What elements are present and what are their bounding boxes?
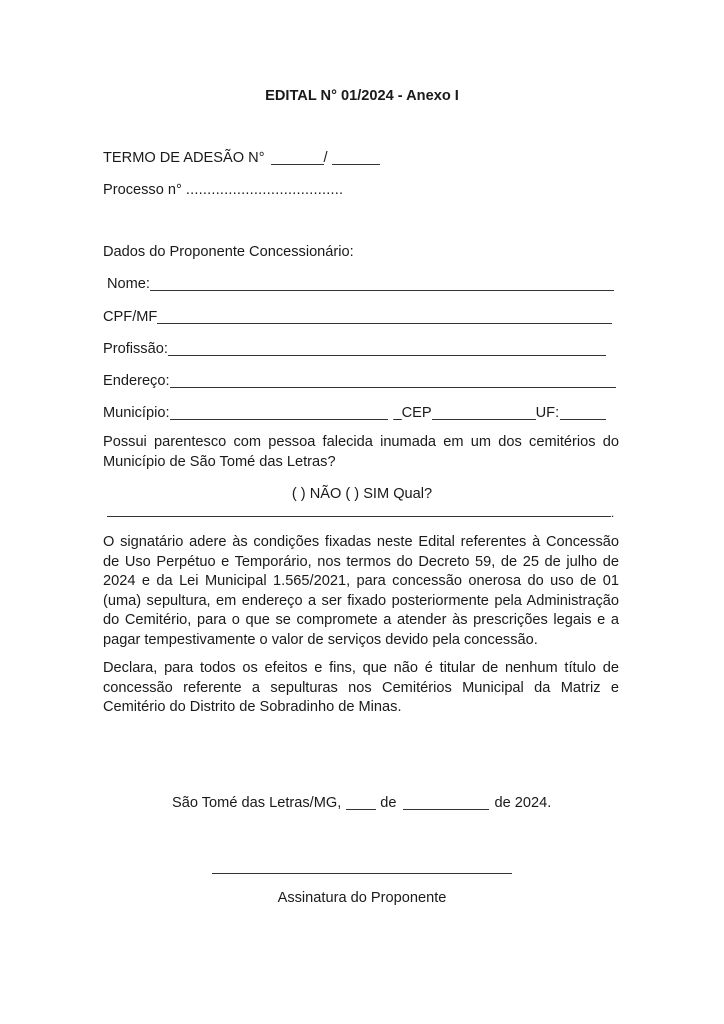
adhesion-paragraph: O signatário adere às condições fixadas neste Edital referentes à Concessão de Uso Perpétuo e Temporário, nos termos do Decreto 59, de 25 de julho de 2024 e da Lei Municipal 1.565/2021, para concessão onerosa do uso de 01 (uma) sepultura, em endereço a ser fixado posteriormente pela Administração do Cemitério, para o que se compromete a atender às prescrições legais e a pagar tempestivamente o valor de serviços devido pela concessão. [103,534,619,648]
month-field[interactable] [403,795,489,810]
nome-row [107,275,614,293]
signature-line[interactable] [212,873,512,874]
uf-label: UF: [535,405,560,421]
kinship-options[interactable]: ( ) NÃO ( ) SIM Qual? [291,486,433,502]
qual-answer-field[interactable] [107,516,611,517]
qual-period: . [611,506,615,520]
document-title: EDITAL N° 01/2024 - Anexo I [265,88,459,104]
cep-field[interactable] [432,405,536,420]
termo-number-field[interactable] [271,150,324,165]
municipio-label: Município: [103,405,170,421]
cpf-row [103,308,612,326]
date-de-1: de [380,795,397,811]
termo-separator: / [323,150,328,166]
signature-label: Assinatura do Proponente [277,890,447,906]
nome-field[interactable] [150,276,614,291]
termo-adesao-row [103,149,380,167]
date-place: São Tomé das Letras/MG, [172,795,342,811]
uf-field[interactable] [560,405,606,420]
processo-label: Processo n° [103,182,182,198]
municipio-field[interactable] [170,405,388,420]
nome-label: Nome: [107,276,150,292]
cpf-field[interactable] [157,309,612,324]
profissao-row [103,340,606,358]
declaration-paragraph: Declara, para todos os efeitos e fins, que não é titular de nenhum título de concessão referente a sepulturas nos Cemitérios Municipal da Matriz e Cemitério do Distrito de Sobradinho de Minas. [103,660,619,716]
endereco-field[interactable] [170,373,616,388]
section-heading: Dados do Proponente Concessionário: [103,244,354,260]
cpf-label: CPF/MF [103,309,158,325]
termo-adesao-label: TERMO DE ADESÃO N° [103,150,265,166]
day-field[interactable] [346,795,376,810]
processo-field[interactable]: ..................................... [185,182,344,198]
profissao-field[interactable] [168,341,606,356]
endereco-row [103,372,616,390]
date-de-2: de 2024. [494,795,552,811]
endereco-label: Endereço: [103,373,170,389]
date-line [172,794,551,812]
kinship-question: Possui parentesco com pessoa falecida inumada em um dos cemitérios do Município de São Tomé das Letras? [103,434,619,470]
termo-year-field[interactable] [332,150,380,165]
profissao-label: Profissão: [103,341,168,357]
processo-row [103,181,343,199]
municipio-row [103,404,606,422]
cep-label: _CEP [393,405,432,421]
